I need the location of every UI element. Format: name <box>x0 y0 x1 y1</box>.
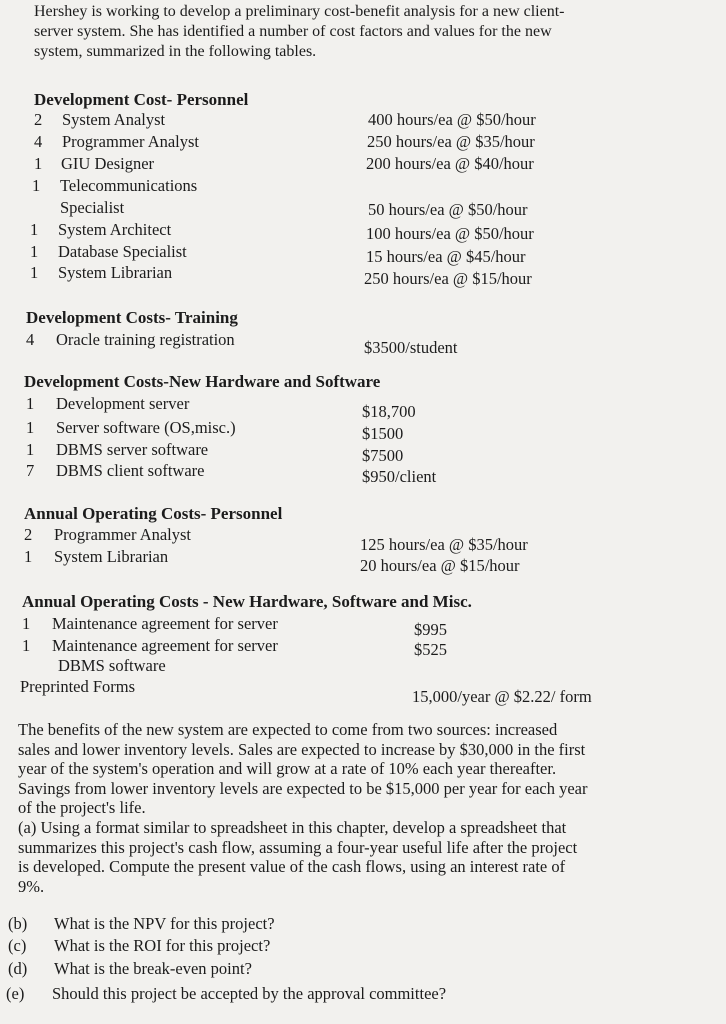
row-value: 250 hours/ea @ $15/hour <box>364 269 532 288</box>
row-qty: 1 <box>34 154 43 173</box>
row-value: $1500 <box>362 424 404 443</box>
row-qty: 2 <box>34 110 43 129</box>
question-letter: (e) <box>6 984 25 1003</box>
paragraph-line: 9%. <box>18 876 45 896</box>
intro-line: server system. She has identified a number of cost factors and values for the new <box>34 23 552 40</box>
row-label: System Analyst <box>62 110 166 129</box>
intro-line: Hershey is working to develop a preliminary cost-benefit analysis for a new client- <box>34 3 565 20</box>
section-title-dev-personnel: Development Cost- Personnel <box>34 90 249 109</box>
row-value: 200 hours/ea @ $40/hour <box>366 154 534 173</box>
paragraph-line: Savings from lower inventory levels are expected to be $15,000 per year for each year <box>18 778 588 798</box>
row-label: System Librarian <box>54 547 169 566</box>
row-value: 15 hours/ea @ $45/hour <box>366 247 526 266</box>
row-qty: 1 <box>26 418 35 437</box>
row-label: Database Specialist <box>58 242 187 261</box>
paragraph-line: The benefits of the new system are expected to come from two sources: increased <box>18 720 558 739</box>
question-text: What is the break-even point? <box>54 959 252 978</box>
question-item <box>8 959 252 979</box>
section-title-op-hardware: Annual Operating Costs - New Hardware, Software and Misc. <box>22 592 472 611</box>
row-label: DBMS server software <box>56 440 209 459</box>
row-label: Oracle training registration <box>56 330 235 349</box>
row-value: 125 hours/ea @ $35/hour <box>360 535 528 554</box>
section-title-dev-training: Development Costs- Training <box>26 308 238 327</box>
question-letter: (c) <box>8 936 27 955</box>
question-text: What is the ROI for this project? <box>54 936 271 955</box>
row-qty: 4 <box>34 132 43 151</box>
question-item <box>6 984 447 1004</box>
row-label: System Librarian <box>58 263 173 282</box>
row-value: $950/client <box>362 467 437 486</box>
row-qty: 1 <box>22 614 31 633</box>
row-qty: 1 <box>26 440 35 459</box>
paragraph-line: of the project's life. <box>18 798 146 818</box>
row-label: DBMS software <box>58 656 166 675</box>
row-label: Programmer Analyst <box>62 132 200 151</box>
row-qty: 4 <box>26 330 35 349</box>
section-title-dev-hardware: Development Costs-New Hardware and Software <box>24 372 381 391</box>
benefits-paragraph <box>18 720 668 896</box>
row-label: DBMS client software <box>56 461 205 480</box>
row-value: 50 hours/ea @ $50/hour <box>368 200 528 219</box>
row-value: 250 hours/ea @ $35/hour <box>367 132 535 151</box>
row-label: Programmer Analyst <box>54 525 192 544</box>
row-value: $18,700 <box>362 402 416 421</box>
row-value: $995 <box>414 620 447 639</box>
row-value: 100 hours/ea @ $50/hour <box>366 224 534 243</box>
paragraph-line: (a) Using a format similar to spreadsheet in this chapter, develop a spreadsheet that <box>18 817 567 837</box>
question-letter: (b) <box>8 914 28 933</box>
row-label: System Architect <box>58 220 172 239</box>
intro-line: system, summarized in the following tables. <box>34 43 317 60</box>
paragraph-line: year of the system's operation and will grow at a rate of 10% each year thereafter. <box>18 759 557 779</box>
paragraph-line: summarizes this project's cash flow, assuming a four-year useful life after the project <box>18 837 578 857</box>
row-label: Preprinted Forms <box>20 677 136 696</box>
row-value: $3500/student <box>364 338 458 357</box>
row-label: Development server <box>56 394 190 413</box>
row-value: $7500 <box>362 446 404 465</box>
row-label: Telecommunications <box>60 176 198 195</box>
row-value: $525 <box>414 640 447 659</box>
question-item <box>8 936 271 956</box>
row-label: Specialist <box>60 198 125 217</box>
row-qty: 1 <box>26 394 35 413</box>
row-qty: 2 <box>24 525 33 544</box>
row-label: GIU Designer <box>61 154 155 173</box>
row-value: 15,000/year @ $2.22/ form <box>412 687 592 706</box>
paragraph-line: sales and lower inventory levels. Sales are expected to increase by $30,000 in the first <box>18 739 586 759</box>
row-label: Server software (OS,misc.) <box>56 418 236 437</box>
row-value: 400 hours/ea @ $50/hour <box>368 110 536 129</box>
intro-paragraph <box>34 2 714 62</box>
row-qty: 1 <box>30 263 39 282</box>
row-label: Maintenance agreement for server <box>52 636 278 655</box>
question-item <box>8 914 275 934</box>
row-value: 20 hours/ea @ $15/hour <box>360 556 520 575</box>
row-qty: 1 <box>24 547 33 566</box>
question-text: What is the NPV for this project? <box>54 914 275 933</box>
row-qty: 7 <box>26 461 35 480</box>
question-text: Should this project be accepted by the approval committee? <box>52 984 447 1003</box>
paragraph-line: is developed. Compute the present value of the cash flows, using an interest rate of <box>18 857 566 877</box>
question-letter: (d) <box>8 959 28 978</box>
row-qty: 1 <box>30 242 39 261</box>
row-label: Maintenance agreement for server <box>52 614 278 633</box>
row-qty: 1 <box>30 220 39 239</box>
row-qty: 1 <box>22 636 31 655</box>
row-qty: 1 <box>32 176 41 195</box>
section-title-op-personnel: Annual Operating Costs- Personnel <box>24 504 283 523</box>
